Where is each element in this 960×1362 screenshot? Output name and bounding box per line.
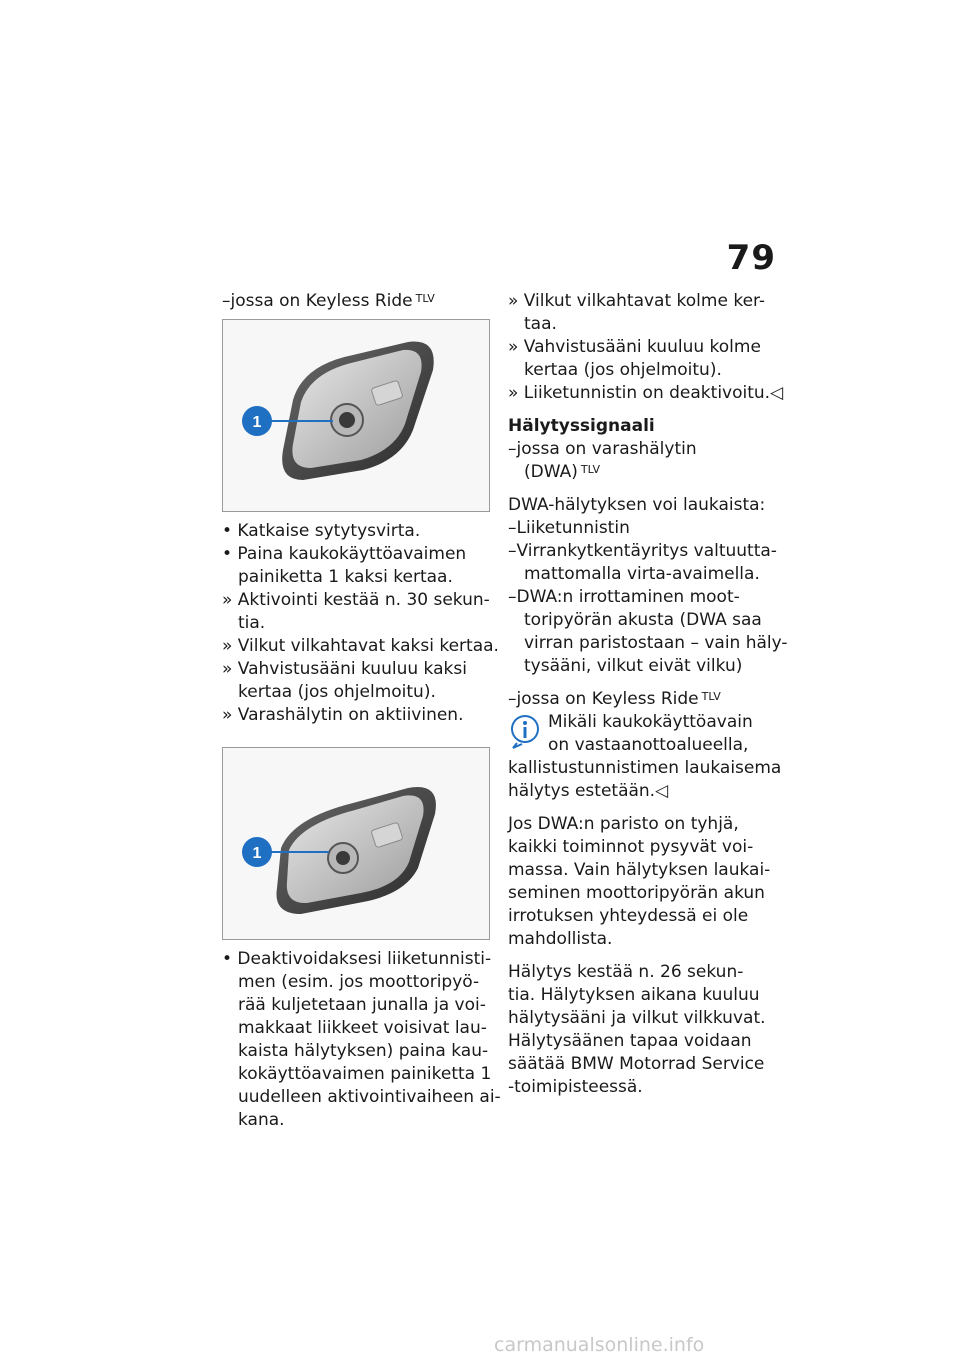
deactivate-line: • Deaktivoidaksesi liiketunnisti- xyxy=(222,949,492,969)
deactivate-line: kaista hälytyksen) paina kau- xyxy=(238,1041,489,1061)
result-motion-deactivated: » Liiketunnistin on deaktivoitu.◁ xyxy=(508,383,784,403)
key-fob-illustration xyxy=(223,748,489,939)
keyless-ride-condition: –jossa on Keyless Ride $^{TLV}$ xyxy=(508,689,721,709)
info-line: kallistustunnistimen laukaisema xyxy=(508,758,782,778)
result-alarm-active: » Varashälytin on aktiivinen. xyxy=(222,705,464,725)
result-tone-three: » Vahvistusääni kuuluu kolme xyxy=(508,337,761,357)
trigger-item: –Virrankytkentäyritys valtuutta- xyxy=(508,541,777,561)
procedure-activate xyxy=(222,520,499,727)
trigger-item: –DWA:n irrottaminen moot- xyxy=(508,587,740,607)
tlv-superscript: TLV xyxy=(580,463,601,476)
result-flash-three-cont: taa. xyxy=(524,314,557,334)
tlv-superscript: TLV xyxy=(415,292,435,305)
deactivate-line: makkaat liikkeet voisivat lau- xyxy=(238,1018,487,1038)
deactivate-line: uudelleen aktivointivaiheen ai- xyxy=(238,1087,501,1107)
watermark: carmanualsonline.info xyxy=(494,1334,705,1356)
results-list xyxy=(508,290,784,405)
condition-text: –jossa on Keyless Ride xyxy=(222,291,413,311)
trigger-item-cont: tysääni, vilkut eivät vilku) xyxy=(524,656,743,676)
info-line: Mikäli kaukokäyttöavain xyxy=(548,712,753,732)
key-fob-figure-2 xyxy=(222,747,490,940)
result-tone-three-cont: kertaa (jos ohjelmoitu). xyxy=(524,360,722,380)
left-column xyxy=(222,290,501,1132)
dwa-condition: –jossa on varashälytin xyxy=(508,439,697,459)
key-fob-figure-1 xyxy=(222,319,490,512)
trigger-item: –Liiketunnistin xyxy=(508,518,630,538)
result-activation-time: » Aktivointi kestää n. 30 sekun- xyxy=(222,590,490,610)
info-line: hälytys estetään.◁ xyxy=(508,781,669,801)
right-column xyxy=(508,290,788,1099)
result-flash-twice: » Vilkut vilkahtavat kaksi kertaa. xyxy=(222,636,499,656)
section-heading: Hälytyssignaali xyxy=(508,416,655,436)
dwa-triggers xyxy=(508,494,788,678)
step-switch-off-ignition: • Katkaise sytytysvirta. xyxy=(222,521,421,541)
step-press-button: • Paina kaukokäyttöavaimen xyxy=(222,544,467,564)
result-tone-twice-cont: kertaa (jos ohjelmoitu). xyxy=(238,682,436,702)
deactivate-line: kana. xyxy=(238,1110,285,1130)
result-tone-twice: » Vahvistusääni kuuluu kaksi xyxy=(222,659,467,679)
info-icon xyxy=(508,713,542,749)
keyless-ride-condition xyxy=(222,290,496,313)
page-number: 79 xyxy=(726,238,776,278)
trigger-intro: DWA-hälytyksen voi laukaista: xyxy=(508,495,766,515)
deactivate-line: men (esim. jos moottoripyö- xyxy=(238,972,480,992)
trigger-item-cont: toripyörän akusta (DWA saa xyxy=(524,610,762,630)
alarm-duration-paragraph: Hälytys kestää n. 26 sekun- tia. Hälytyksen aikana kuuluu hälytysääni ja vilkut vilkkuvat. Hälytysäänen tapaa voidaan säätää BMW Motorrad Service -toimipisteessä. xyxy=(508,962,766,1097)
deactivate-line: rää kuljetetaan junalla ja voi- xyxy=(238,995,486,1015)
trigger-item-cont: mattomalla virta-avaimella. xyxy=(524,564,760,584)
result-flash-three: » Vilkut vilkahtavat kolme ker- xyxy=(508,291,766,311)
deactivate-line: kokäyttöavaimen painiketta 1 xyxy=(238,1064,492,1084)
dwa-condition-cont: (DWA) $^{TLV}$ xyxy=(524,462,601,482)
trigger-item-cont: virran paristostaan – vain häly- xyxy=(524,633,788,653)
tlv-superscript: TLV xyxy=(701,690,721,703)
key-fob-illustration xyxy=(223,320,489,511)
callout-1: 1 xyxy=(252,414,262,431)
result-activation-time-cont: tia. xyxy=(238,613,266,633)
callout-1: 1 xyxy=(252,845,262,862)
battery-paragraph: Jos DWA:n paristo on tyhjä, kaikki toiminnot pysyvät voi- massa. Vain hälytyksen laukai- seminen moottoripyörän akun irrotuksen yhteydessä ei ole mahdollista. xyxy=(508,814,771,949)
procedure-deactivate-motion-sensor xyxy=(222,948,501,1132)
step-press-button-cont: painiketta 1 kaksi kertaa. xyxy=(238,567,453,587)
info-line: on vastaanottoalueella, xyxy=(548,735,749,755)
info-note xyxy=(508,711,782,803)
